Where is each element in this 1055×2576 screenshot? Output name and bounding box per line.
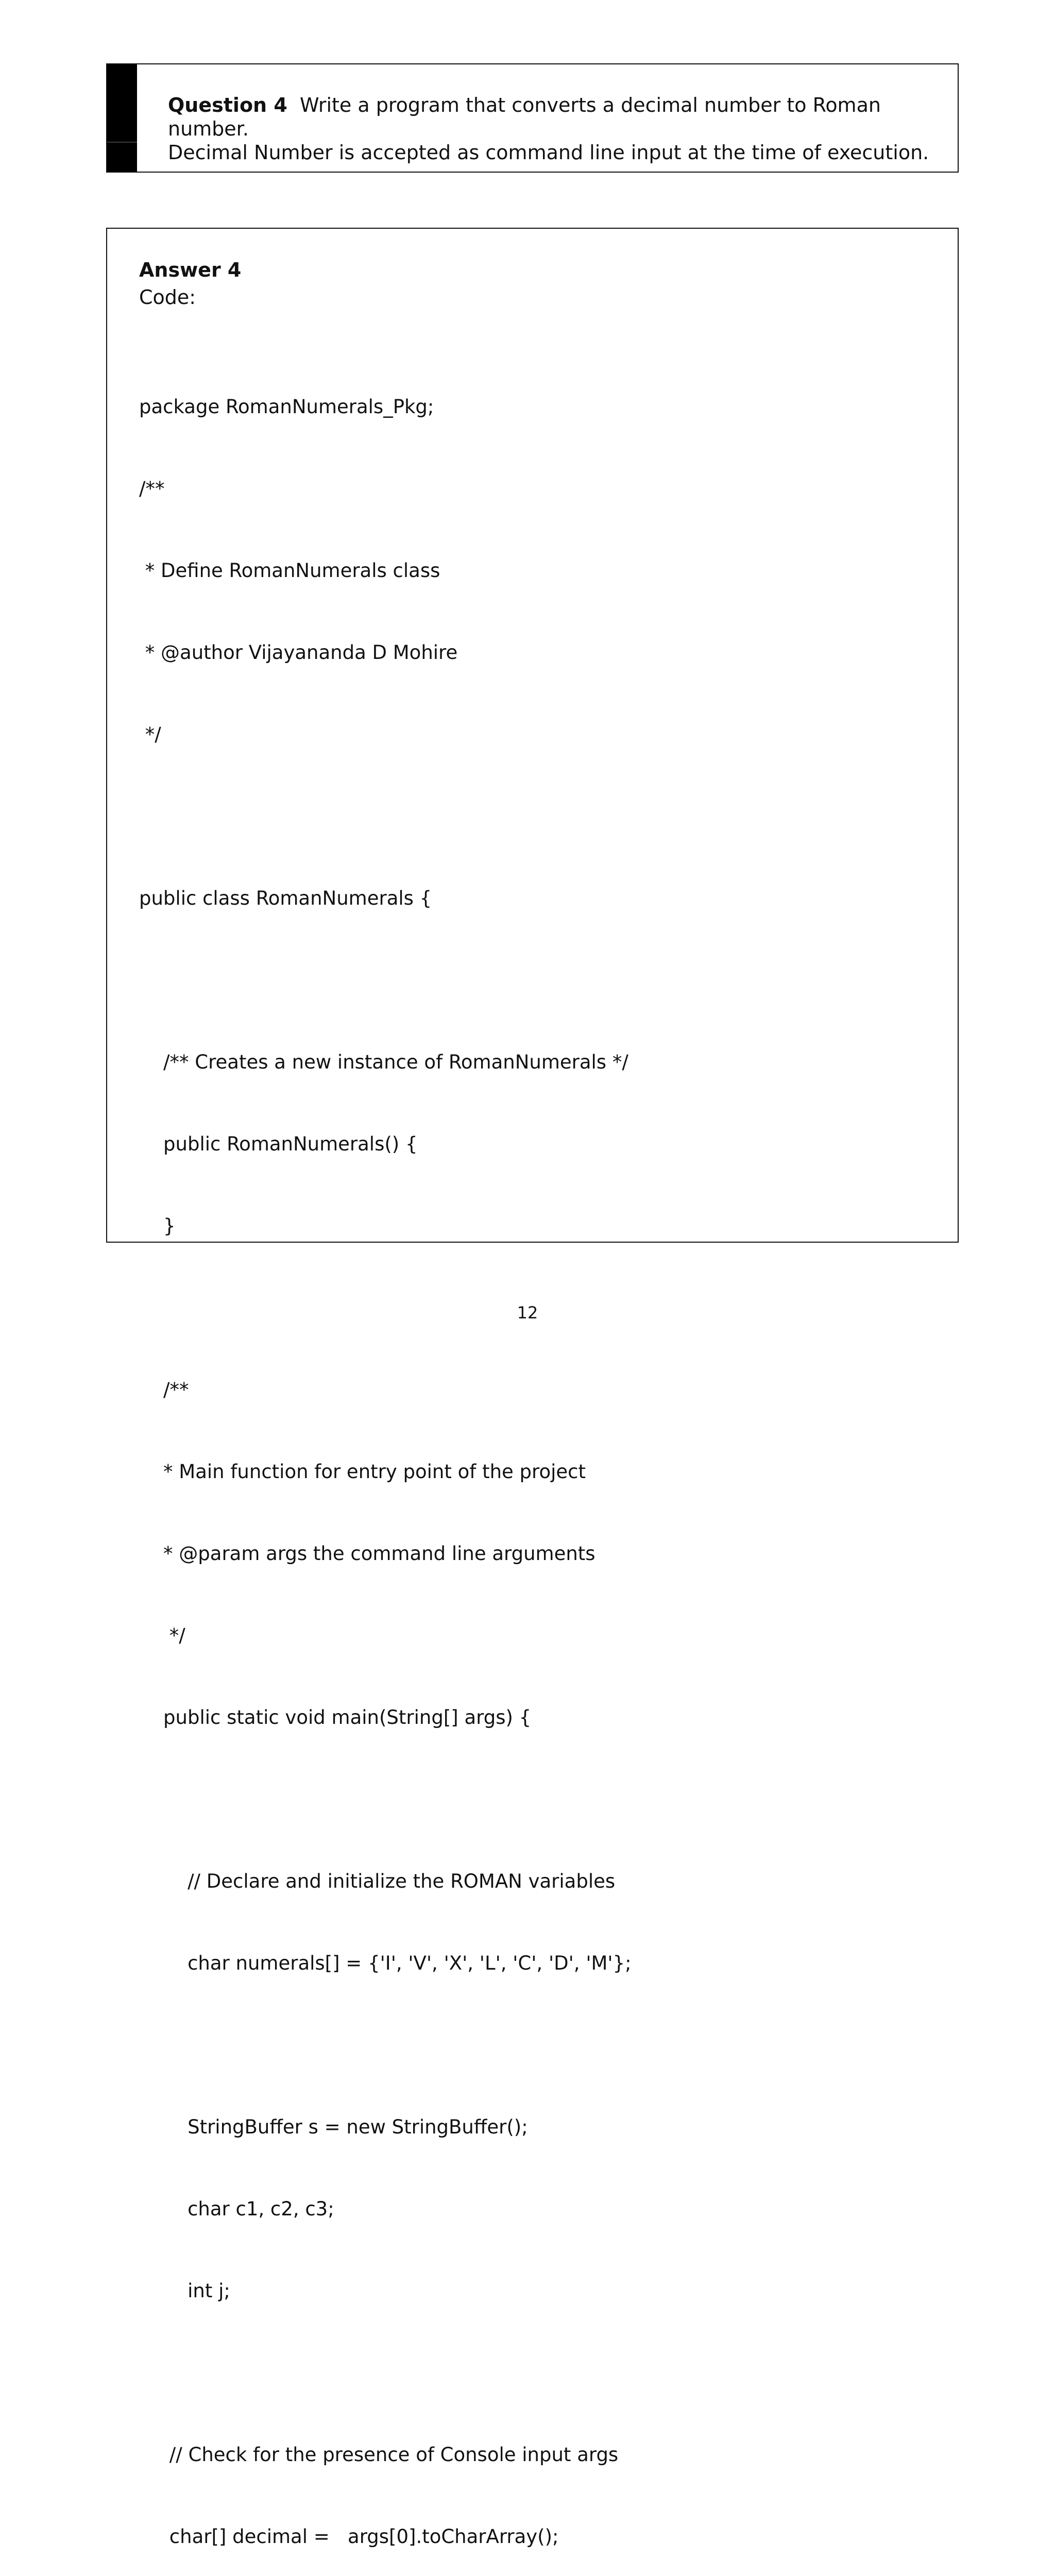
code-block [139,338,943,2576]
code-line: StringBuffer s = new StringBuffer(); [139,2116,528,2138]
question-accent-divider [107,142,137,143]
code-line: int j; [139,2280,230,2302]
question-line-2: Decimal Number is accepted as command line input at the time of execution. [168,141,929,164]
code-line [139,1786,943,1813]
code-line: public RomanNumerals() { [139,1133,418,1155]
question-accent-bar [107,64,137,172]
code-line: char[] decimal = args[0].toCharArray(); [139,2526,559,2548]
code-line: * @author Vijayananda D Mohire [139,641,458,664]
code-line: char numerals[] = {'I', 'V', 'X', 'L', 'C', 'D', 'M'}; [139,1952,632,1974]
code-line: public class RomanNumerals { [139,887,432,909]
code-line: public static void main(String[] args) { [139,1706,532,1728]
code-line [139,2031,943,2059]
question-label: Question 4 [168,94,287,116]
code-line: // Check for the presence of Console input args [139,2444,619,2466]
code-line [139,2359,943,2386]
answer-subtitle: Code: [139,286,196,309]
code-line: * Main function for entry point of the project [139,1461,586,1483]
code-line: /** [139,1379,189,1401]
code-line: */ [139,723,161,745]
code-line: char c1, c2, c3; [139,2198,334,2220]
code-line: // Declare and initialize the ROMAN variables [139,1870,616,1892]
code-line: * @param args the command line arguments [139,1543,595,1565]
code-line: package RomanNumerals_Pkg; [139,396,434,418]
code-line: * Define RomanNumerals class [139,560,440,582]
code-line [139,967,943,994]
code-line: /** Creates a new instance of RomanNumerals */ [139,1051,628,1073]
question-line-1: Write a program that converts a decimal number to Roman number. [168,94,888,140]
code-line: /** [139,478,165,500]
page-number: 12 [517,1303,538,1323]
code-line: */ [139,1624,185,1647]
question-text [168,93,941,164]
answer-title: Answer 4 [139,259,242,281]
question-box [106,63,959,173]
code-line: } [139,1215,176,1237]
code-line [139,803,943,830]
